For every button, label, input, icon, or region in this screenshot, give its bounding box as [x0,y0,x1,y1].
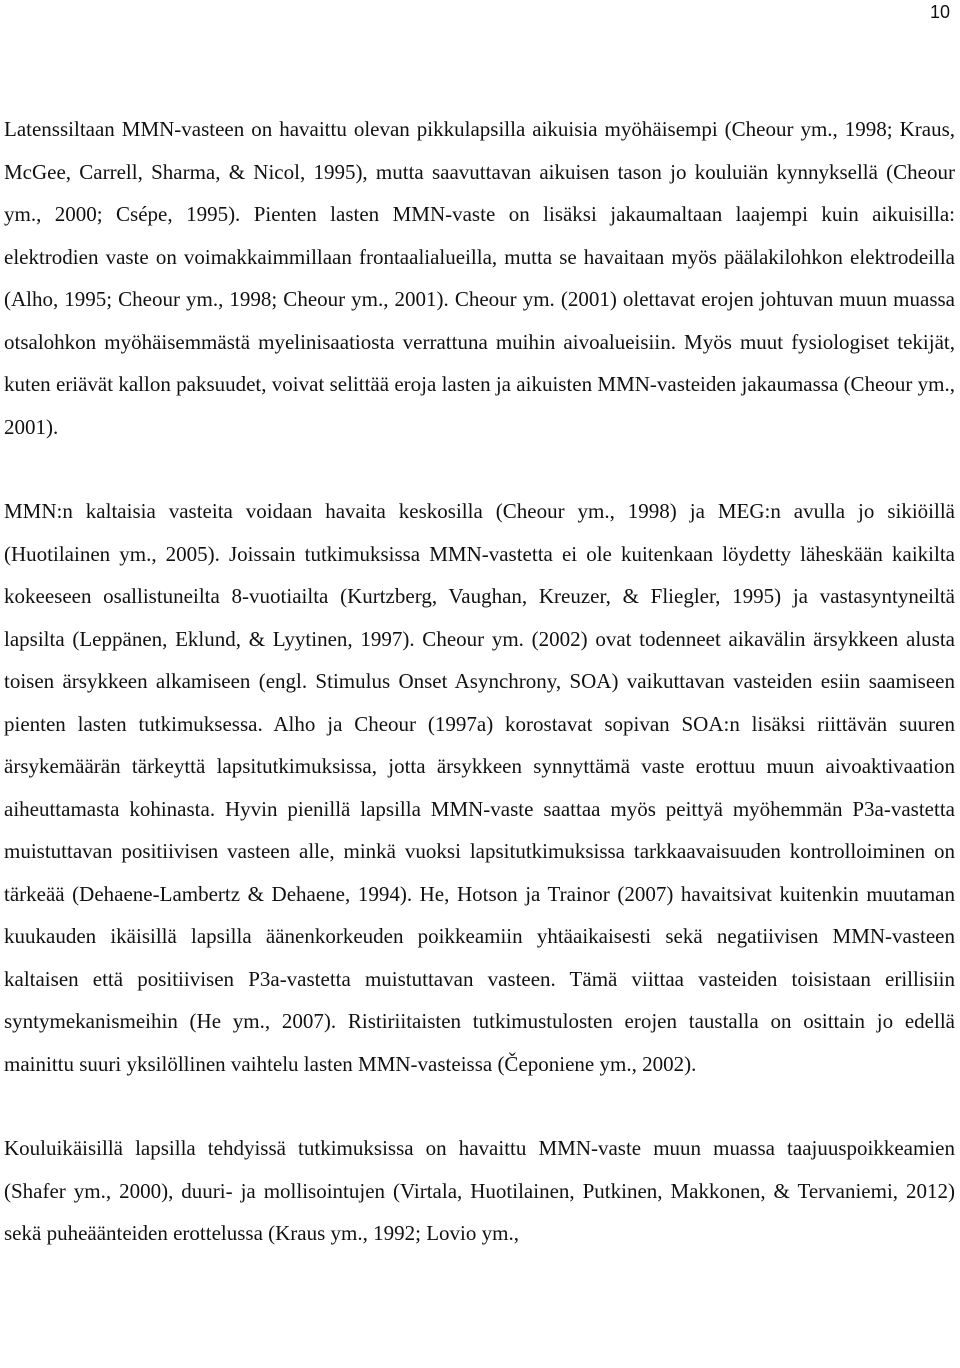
paragraph-mmn-latency: Latenssiltaan MMN-vasteen on havaittu olevan pikkulapsilla aikuisia myöhäisempi (Cheour ym., 1998; Kraus, McGee, Carrell, Sharma, & Nicol, 1995), mutta saavuttavan aikuisen tason jo kouluiän kynnyksellä (Cheour ym., 2000; Csépe, 1995). Pienten lasten MMN-vaste on lisäksi jakaumaltaan laajempi kuin aikuisilla: elektrodien vaste on voimakkaimmillaan frontaalialueilla, mutta se havaitaan myös päälakilohkon elektrodeilla (Alho, 1995; Cheour ym., 1998; Cheour ym., 2001). Cheour ym. (2001) olettavat erojen johtuvan muun muassa otsalohkon myöhäisemmästä myelinisaatiosta verrattuna muihin aivoalueisiin. Myös muut fysiologiset tekijät, kuten eriävät kallon paksuudet, voivat selittää eroja lasten ja aikuisten MMN-vasteiden jakaumassa (Cheour ym., 2001). [4,117,955,439]
document-body [4,108,955,1255]
paragraph-mmn-preterm-fetus: MMN:n kaltaisia vasteita voidaan havaita keskosilla (Cheour ym., 1998) ja MEG:n avulla jo sikiöillä (Huotilainen ym., 2005). Joissain tutkimuksissa MMN-vastetta ei ole kuitenkaan löydetty läheskään kaikilta kokeeseen osallistuneilta 8-vuotiailta (Kurtzberg, Vaughan, Kreuzer, & Fliegler, 1995) ja vastasyntyneiltä lapsilta (Leppänen, Eklund, & Lyytinen, 1997). Cheour ym. (2002) ovat todenneet aikavälin ärsykkeen alusta toisen ärsykkeen alkamiseen (engl. Stimulus Onset Asynchrony, SOA) vaikuttavan vasteiden esiin saamiseen pienten lasten tutkimuksessa. Alho ja Cheour (1997a) korostavat sopivan SOA:n lisäksi riittävän suuren ärsykemäärän tärkeyttä lapsitutkimuksissa, jotta ärsykkeen synnyttämä vaste erottuu muun aivoaktivaation aiheuttamasta kohinasta. Hyvin pienillä lapsilla MMN-vaste saattaa myös peittyä myöhemmän P3a-vastetta muistuttavan positiivisen vasteen alle, minkä vuoksi lapsitutkimuksissa tarkkaavaisuuden kontrolloiminen on tärkeää (Dehaene-Lambertz & Dehaene, 1994). He, Hotson ja Trainor (2007) havaitsivat kuitenkin muutaman kuukauden ikäisillä lapsilla äänenkorkeuden poikkeamiin yhtäaikaisesti sekä negatiivisen MMN-vasteen kaltaisen että positiivisen P3a-vastetta muistuttavan vasteen. Tämä viittaa vasteiden toisistaan erillisiin syntymekanismeihin (He ym., 2007). Ristiriitaisten tutkimustulosten erojen taustalla on osittain jo edellä mainittu suuri yksilöllinen vaihtelu lasten MMN-vasteissa (Čeponiene ym., 2002). [4,499,955,1076]
paragraph-school-age-children: Kouluikäisillä lapsilla tehdyissä tutkimuksissa on havaittu MMN-vaste muun muassa taajuuspoikkeamien (Shafer ym., 2000), duuri- ja mollisointujen (Virtala, Huotilainen, Putkinen, Makkonen, & Tervaniemi, 2012) sekä puheäänteiden erottelussa (Kraus ym., 1992; Lovio ym., [4,1136,955,1245]
page-number: 10 [929,2,950,22]
